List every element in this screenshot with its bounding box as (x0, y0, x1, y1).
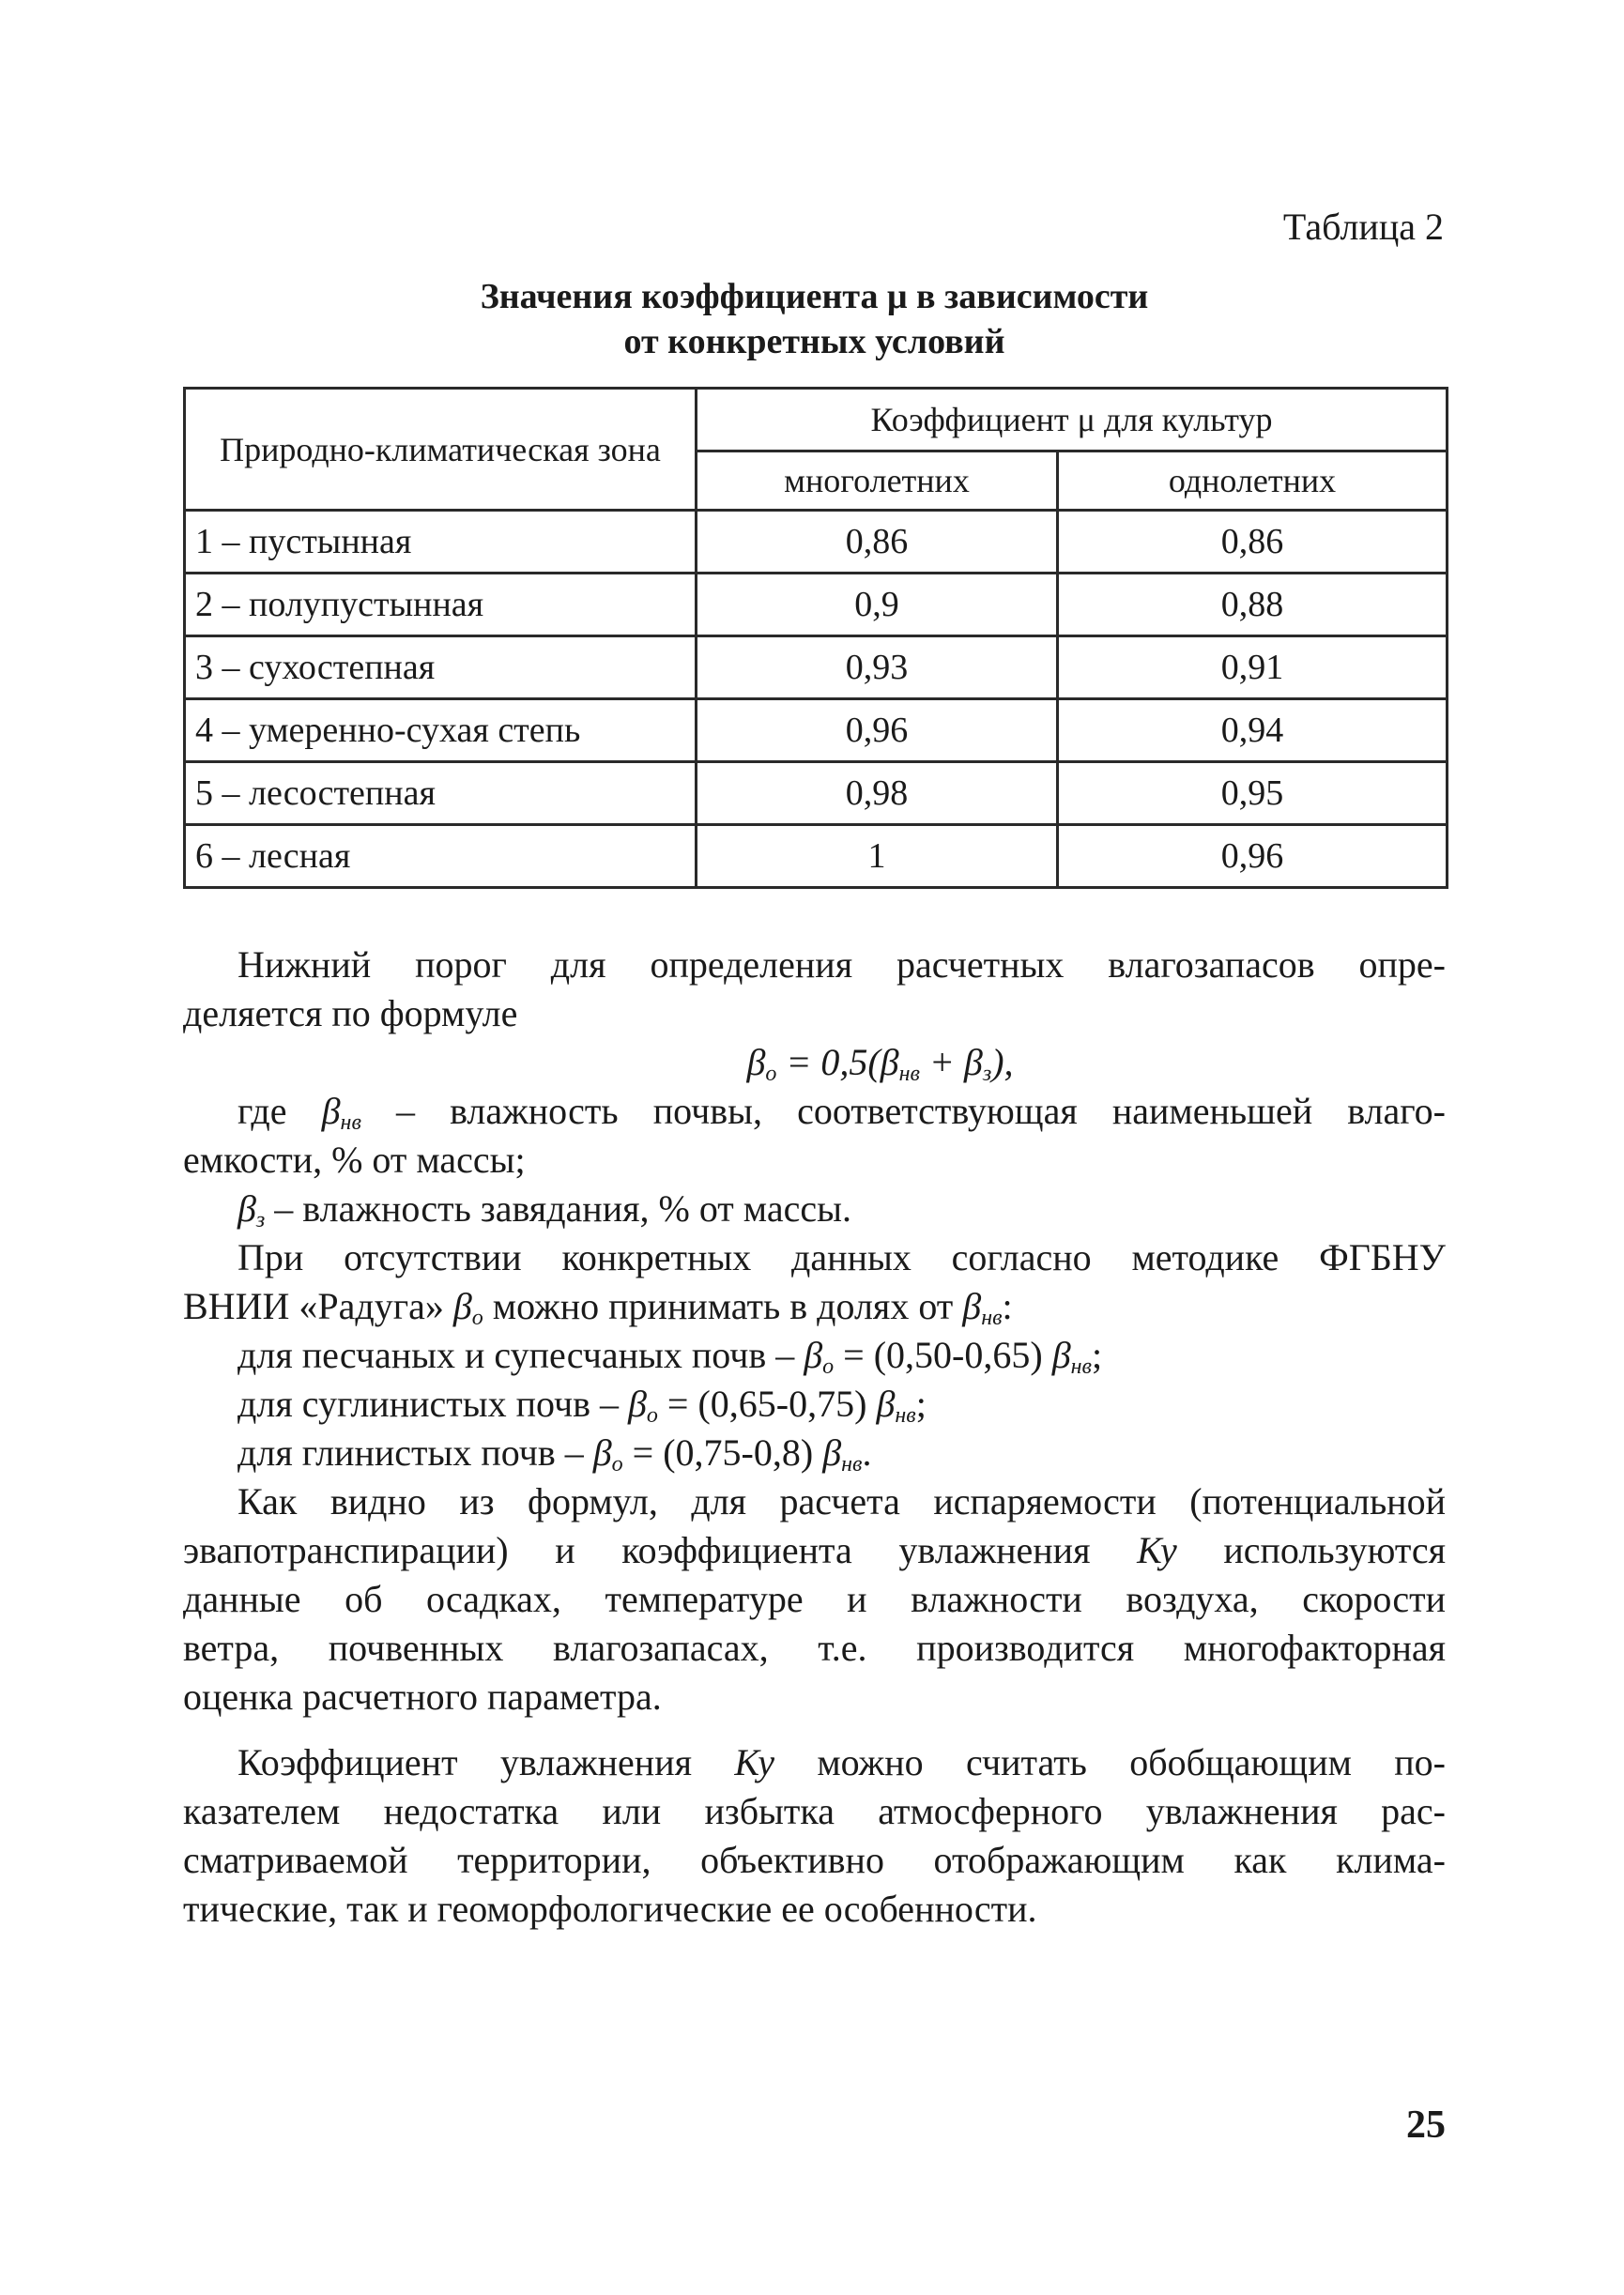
definition-nv-line-2: емкости, % от массы; (183, 1139, 526, 1181)
zone-cell: 6 – лесная (185, 825, 697, 888)
list-item-clay: для глинистых почв – $\beta_о = (0,75-0,8)$ $\beta_{нв}$. (237, 1431, 872, 1476)
perennial-cell: 1 (697, 825, 1058, 888)
perennial-cell: 0,96 (697, 699, 1058, 762)
annual-cell: 0,95 (1058, 762, 1448, 825)
table-label: Таблица 2 (1282, 206, 1444, 248)
table-row (185, 762, 1448, 825)
paragraph-formulas-line-3: данные об осадках, температуре и влажности воздуха, скорости (183, 1578, 1446, 1620)
paragraph-formulas-line-2: эвапотранспирации) и коэффициента увлажнения Ку используются (183, 1529, 1446, 1571)
body-text (183, 941, 1446, 1934)
table-title (183, 274, 1446, 364)
perennial-cell: 0,98 (697, 762, 1058, 825)
formula-beta: β (746, 1041, 766, 1083)
paragraph-formulas-line-4: ветра, почвенных влагозапасах, т.е. производится многофакторная (183, 1627, 1446, 1669)
table-row (185, 636, 1448, 699)
header-annual: однолетних (1058, 451, 1448, 511)
table-row (185, 511, 1448, 574)
paragraph-ku-line-2: казателем недостатка или избытка атмосферного увлажнения рас- (183, 1790, 1446, 1832)
page-number: 25 (1406, 2104, 1446, 2147)
paragraph-threshold-line-1: Нижний порог для определения расчетных влагозапасов опре- (237, 943, 1446, 986)
table-row (185, 574, 1448, 636)
table-row (185, 825, 1448, 888)
annual-cell: 0,86 (1058, 511, 1448, 574)
perennial-cell: 0,93 (697, 636, 1058, 699)
list-item-sandy: для песчаных и супесчаных почв – $\beta_о = (0,50-0,65)$ $\beta_{нв}$; (237, 1334, 1103, 1379)
header-zone: Природно-климатическая зона (185, 389, 697, 511)
formula: $\beta_о = 0,5(\beta_{нв} + \beta_з)$, (746, 1041, 1014, 1086)
annual-cell: 0,96 (1058, 825, 1448, 888)
coefficient-table (183, 387, 1448, 889)
paragraph-threshold-line-2: деляется по формуле (183, 992, 518, 1034)
definition-nv-line-1: где $\beta_{нв}$ – влажность почвы, соответствующая наименьшей влаго- (237, 1090, 1446, 1135)
annual-cell: 0,88 (1058, 574, 1448, 636)
paragraph-method-line-1: При отсутствии конкретных данных согласно методике ФГБНУ (237, 1236, 1446, 1278)
perennial-cell: 0,86 (697, 511, 1058, 574)
zone-cell: 2 – полупустынная (185, 574, 697, 636)
annual-cell: 0,91 (1058, 636, 1448, 699)
paragraph-ku-line-3: сматриваемой территории, объективно отображающим как клима- (183, 1839, 1446, 1881)
table-row (185, 699, 1448, 762)
paragraph-method-line-2: ВНИИ «Радуга» $\beta_о$ можно принимать в долях от $\beta_{нв}$: (183, 1285, 1013, 1330)
header-perennial: многолетних (697, 451, 1058, 511)
definition-z: $\beta_з$ – влажность завядания, % от массы. (237, 1187, 851, 1232)
annual-cell: 0,94 (1058, 699, 1448, 762)
zone-cell: 4 – умеренно-сухая степь (185, 699, 697, 762)
paragraph-ku-line-1: Коэффициент увлажнения Ку можно считать обобщающим по- (237, 1741, 1446, 1783)
zone-cell: 1 – пустынная (185, 511, 697, 574)
paragraph-ku-line-4: тические, так и геоморфологические ее особенности. (183, 1888, 1037, 1930)
header-coefficient-group: Коэффициент μ для культур (697, 389, 1448, 451)
paragraph-formulas-line-5: оценка расчетного параметра. (183, 1675, 662, 1718)
list-item-loamy: для суглинистых почв – $\beta_о = (0,65-0,75)$ $\beta_{нв}$; (237, 1383, 927, 1428)
table-title-line-2: от конкретных условий (623, 322, 1005, 361)
paragraph-formulas-line-1: Как видно из формул, для расчета испаряемости (потенциальной (237, 1480, 1446, 1522)
perennial-cell: 0,9 (697, 574, 1058, 636)
zone-cell: 5 – лесостепная (185, 762, 697, 825)
zone-cell: 3 – сухостепная (185, 636, 697, 699)
table-title-line-1: Значения коэффициента μ в зависимости (480, 277, 1149, 316)
